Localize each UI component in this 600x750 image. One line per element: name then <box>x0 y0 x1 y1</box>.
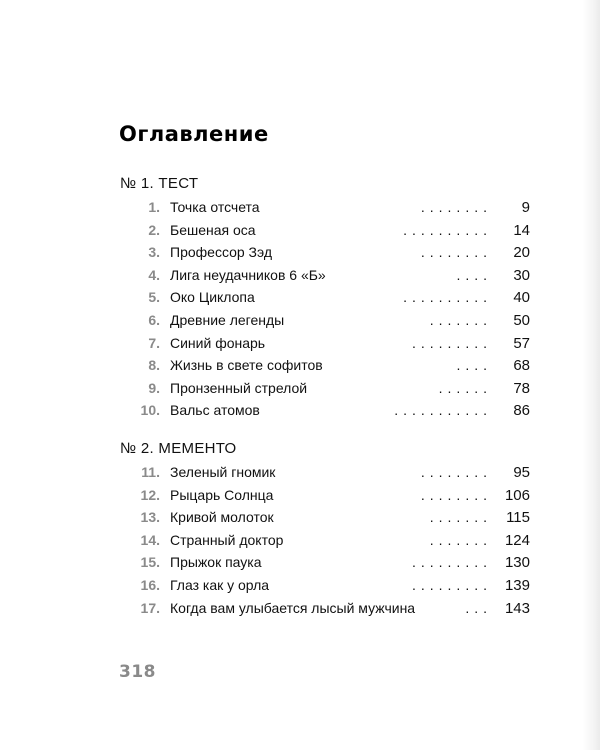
entry-page-number: 20 <box>513 244 530 262</box>
entry-title: Лига неудачников 6 «Б» <box>170 266 326 283</box>
entry-title: Рыцарь Солнца <box>170 486 274 503</box>
entry-leader-dots: ......... <box>411 576 492 593</box>
page-title: Оглавление <box>119 122 269 146</box>
entry-number: 14. <box>140 531 160 548</box>
entry-number: 2. <box>148 221 160 238</box>
entry-number: 7. <box>148 334 160 351</box>
toc-entry[interactable] <box>0 462 600 485</box>
entry-title: Синий фонарь <box>170 334 266 351</box>
toc-entry[interactable] <box>0 333 600 356</box>
entry-title: Странный доктор <box>170 531 284 548</box>
entry-page-number: 14 <box>513 221 530 239</box>
entry-page-number: 86 <box>513 402 530 420</box>
entry-page-number: 124 <box>504 531 530 549</box>
entry-page-number: 68 <box>513 357 530 375</box>
entry-number: 11. <box>141 464 160 480</box>
entry-page-number: 50 <box>513 311 530 329</box>
entry-title: Зеленый гномик <box>170 464 276 480</box>
entry-title: Бешеная оса <box>170 221 256 238</box>
entry-page-number: 40 <box>513 289 530 307</box>
toc-entry[interactable] <box>0 507 600 530</box>
entry-leader-dots: ....... <box>429 531 492 548</box>
entry-page-number: 78 <box>513 379 530 397</box>
entry-leader-dots: ........... <box>394 402 492 419</box>
entry-leader-dots: ........ <box>420 464 492 480</box>
entry-page-number: 115 <box>506 509 530 527</box>
entry-leader-dots: ......... <box>411 554 492 571</box>
entry-page-number: 57 <box>513 334 530 352</box>
entry-number: 6. <box>148 311 160 328</box>
toc-entry[interactable] <box>0 485 600 508</box>
entry-title: Кривой молоток <box>170 509 274 526</box>
entry-title: Око Циклопа <box>170 289 255 306</box>
entry-title: Пронзенный стрелой <box>170 379 308 396</box>
entry-leader-dots: .... <box>456 266 492 283</box>
entry-leader-dots: ........ <box>420 486 492 503</box>
entry-number: 16. <box>140 576 160 593</box>
entry-leader-dots: ........ <box>420 244 492 261</box>
entry-leader-dots: .......... <box>403 221 492 238</box>
page-number: 318 <box>119 662 156 682</box>
entry-page-number: 130 <box>504 554 530 572</box>
toc-entry[interactable] <box>0 378 600 401</box>
entry-page-number: 143 <box>504 599 530 617</box>
toc-entry[interactable] <box>0 400 600 423</box>
entry-leader-dots: .......... <box>403 289 492 306</box>
toc-entry[interactable] <box>0 242 600 265</box>
entry-number: 5. <box>148 289 160 306</box>
part-title: № 2. МЕМЕНТО <box>120 440 237 457</box>
toc-entry[interactable] <box>0 287 600 310</box>
entry-page-number: 95 <box>513 464 530 481</box>
entry-title: Древние легенды <box>170 311 285 328</box>
entry-leader-dots: ....... <box>429 509 492 526</box>
entry-title: Профессор Зэд <box>170 244 273 261</box>
toc-entry[interactable] <box>0 197 600 220</box>
entry-page-number: 139 <box>504 576 530 594</box>
entry-page-number: 30 <box>513 266 530 284</box>
entry-leader-dots: ......... <box>411 334 492 351</box>
entry-title: Когда вам улыбается лысый мужчина <box>170 599 416 616</box>
toc-entry[interactable] <box>0 220 600 243</box>
entry-title: Глаз как у орла <box>170 576 270 593</box>
entry-number: 13. <box>140 509 160 526</box>
entry-number: 17. <box>140 599 160 616</box>
toc-entry[interactable] <box>0 310 600 333</box>
entry-number: 8. <box>148 357 160 374</box>
entry-leader-dots: .... <box>456 357 492 374</box>
entry-leader-dots: ... <box>465 599 492 616</box>
entry-leader-dots: ........ <box>420 199 492 215</box>
entry-leader-dots: ....... <box>429 311 492 328</box>
entry-page-number: 106 <box>504 486 530 504</box>
entry-title: Прыжок паука <box>170 554 262 571</box>
entry-title: Жизнь в свете софитов <box>170 357 323 374</box>
entry-number: 12. <box>140 486 160 503</box>
toc-entry[interactable] <box>0 575 600 598</box>
entry-number: 15. <box>140 554 160 571</box>
entry-title: Вальс атомов <box>170 402 260 419</box>
toc-entries <box>0 462 600 620</box>
toc-entry[interactable] <box>0 355 600 378</box>
toc-entries <box>0 197 600 423</box>
toc-entry[interactable] <box>0 598 600 621</box>
entry-number: 9. <box>148 379 160 396</box>
toc-entry[interactable] <box>0 265 600 288</box>
entry-leader-dots: ...... <box>438 379 492 396</box>
entry-number: 10. <box>140 402 160 419</box>
toc-entry[interactable] <box>0 552 600 575</box>
entry-page-number: 9 <box>521 199 530 216</box>
entry-number: 3. <box>148 244 160 261</box>
toc-entry[interactable] <box>0 530 600 553</box>
part-title: № 1. ТЕСТ <box>120 175 199 192</box>
entry-number: 1. <box>148 199 160 215</box>
entry-title: Точка отсчета <box>170 199 260 215</box>
entry-number: 4. <box>148 266 160 283</box>
